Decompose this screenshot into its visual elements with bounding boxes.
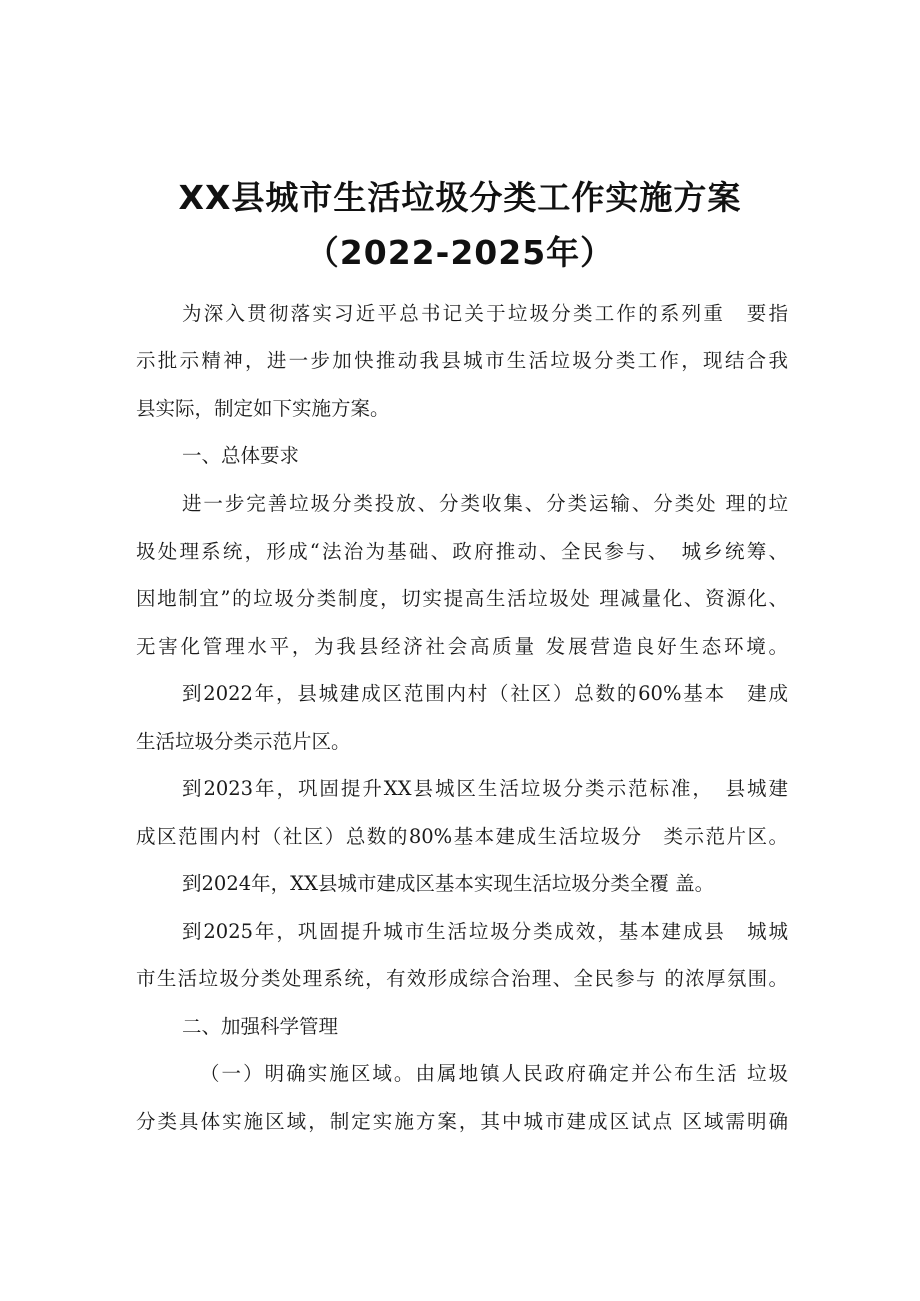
paragraph-line: 为深入贯彻落实习近平总书记关于垃圾分类工作的系列重 要指 bbox=[182, 302, 788, 325]
paragraph-line: 分类具体实施区域，制定实施方案，其中城市建成区试点 区域需明确 bbox=[136, 1110, 788, 1133]
section-heading: 一、总体要求 bbox=[182, 444, 300, 467]
paragraph-line: 到2022年，县城建成区范围内村（社区）总数的60%基本 建成 bbox=[182, 682, 788, 705]
paragraph-line: 示批示精神，进一步加快推动我县城市生活垃圾分类工作，现结合我 bbox=[136, 349, 788, 372]
paragraph-line: 因地制宜”的垃圾分类制度，切实提高生活垃圾处 理减量化、资源化、 bbox=[136, 587, 788, 610]
document-subtitle: （2022-2025年） bbox=[305, 233, 615, 272]
paragraph-line: 生活垃圾分类示范片区。 bbox=[136, 730, 351, 753]
paragraph-line: 成区范围内村（社区）总数的80%基本建成生活垃圾分 类示范片区。 bbox=[136, 825, 788, 848]
paragraph-line: 到2025年，巩固提升城市生活垃圾分类成效，基本建成县 城城 bbox=[182, 920, 788, 943]
paragraph-line: 到2023年，巩固提升XX县城区生活垃圾分类示范标准， 县城建 bbox=[182, 777, 788, 800]
paragraph-line: 进一步完善垃圾分类投放、分类收集、分类运输、分类处 理的垃 bbox=[182, 492, 788, 515]
document-title: XX县城市生活垃圾分类工作实施方案 bbox=[178, 178, 742, 217]
paragraph-line: 无害化管理水平，为我县经济社会高质量 发展营造良好生态环境。 bbox=[136, 635, 788, 658]
paragraph-line: 到2024年，XX县城市建成区基本实现生活垃圾分类全覆 盖。 bbox=[182, 872, 715, 895]
paragraph-line: 市生活垃圾分类处理系统，有效形成综合治理、全民参与 的浓厚氛围。 bbox=[136, 967, 788, 990]
paragraph-line: 圾处理系统，形成“法治为基础、政府推动、全民参与、 城乡统筹、 bbox=[136, 540, 788, 563]
paragraph-line: （一）明确实施区域。由属地镇人民政府确定并公布生活 垃圾 bbox=[200, 1062, 788, 1085]
paragraph-line: 县实际，制定如下实施方案。 bbox=[136, 397, 390, 420]
section-heading: 二、加强科学管理 bbox=[182, 1015, 339, 1038]
